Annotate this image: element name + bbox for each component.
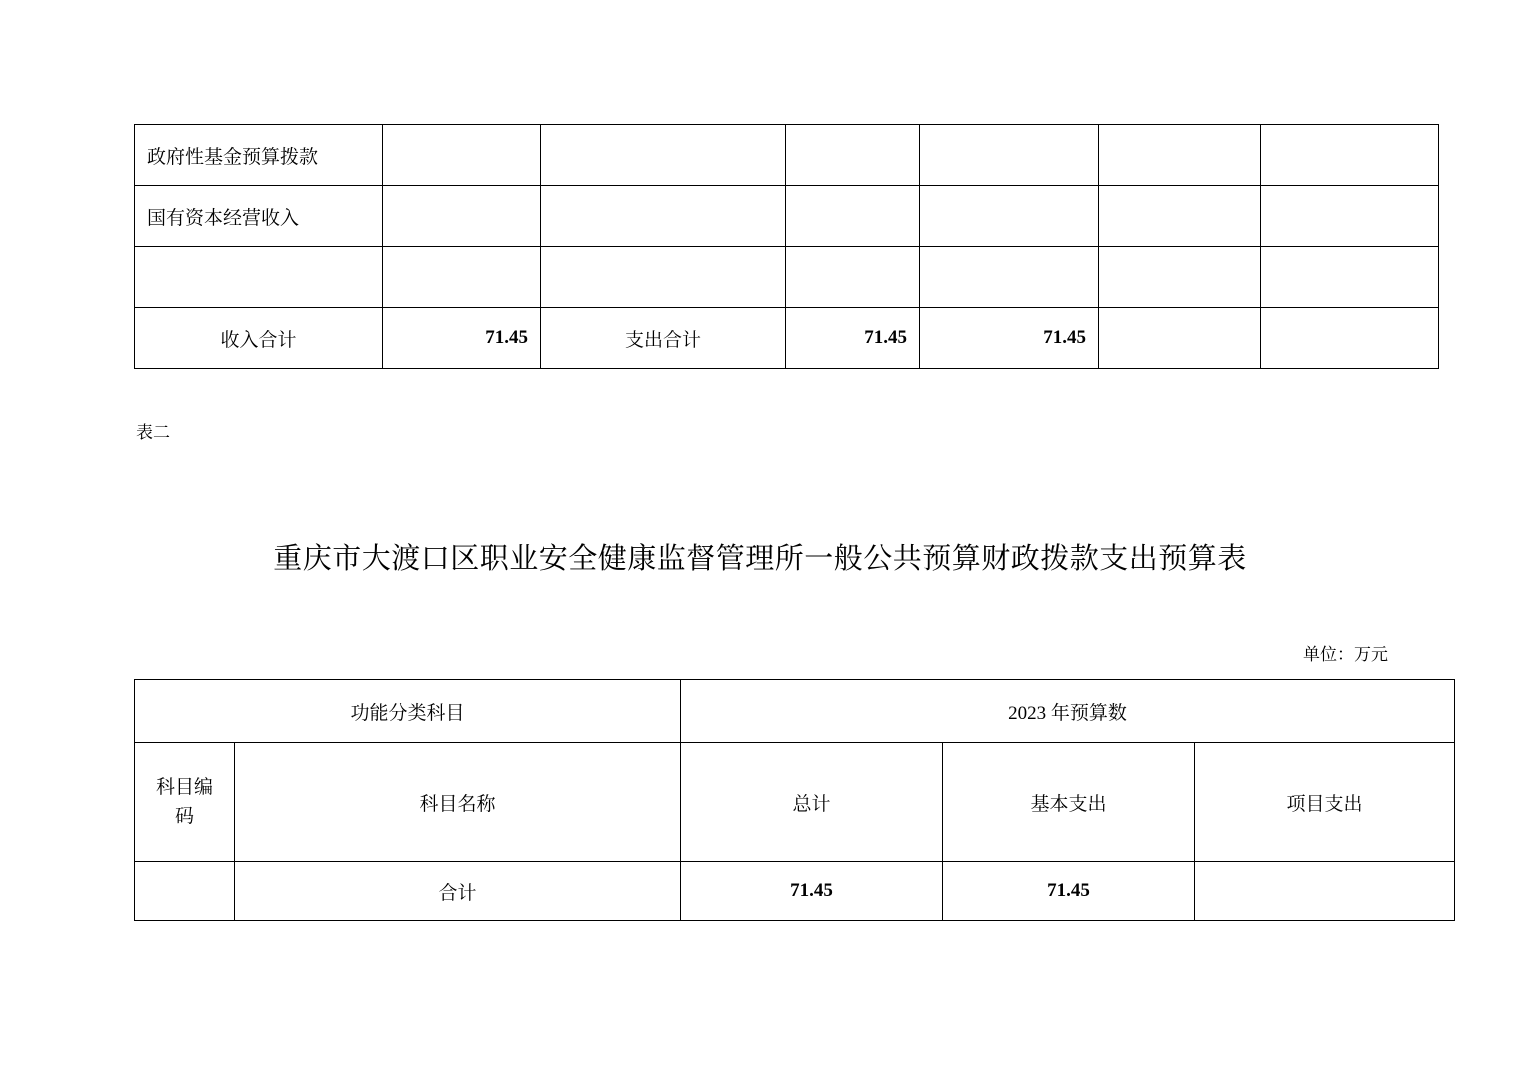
table-row [135, 186, 1439, 247]
cell-r2c4 [920, 247, 1099, 308]
cell-r1c1 [383, 186, 541, 247]
cell-r2c1 [383, 247, 541, 308]
page-title: 重庆市大渡口区职业安全健康监督管理所一般公共预算财政拨款支出预算表 [273, 543, 1247, 575]
cell-r2c0 [135, 247, 383, 308]
cell-r1c5 [1099, 186, 1261, 247]
cell-code [135, 862, 235, 921]
table-row [135, 125, 1439, 186]
table-row-total [135, 308, 1439, 369]
header-subject-code-line2: 码 [174, 806, 194, 827]
header-budget-year: 2023 年预算数 [681, 680, 1455, 743]
cell-r1c3 [786, 186, 920, 247]
cell-r0c6 [1261, 125, 1439, 186]
unit-note: 单位：万元 [1303, 645, 1388, 664]
header-subject-name: 科目名称 [235, 743, 681, 862]
cell-project [1195, 862, 1455, 921]
cell-total: 71.45 [681, 862, 943, 921]
cell-basic: 71.45 [943, 862, 1195, 921]
cell-r3c6 [1261, 308, 1439, 369]
expenditure-budget-table [134, 679, 1455, 921]
cell-r1c6 [1261, 186, 1439, 247]
cell-r0c1 [383, 125, 541, 186]
cell-name: 合计 [235, 862, 681, 921]
cell-r2c2 [541, 247, 786, 308]
cell-r2c6 [1261, 247, 1439, 308]
header-subject-code [135, 743, 235, 862]
cell-r3c3: 71.45 [786, 308, 920, 369]
cell-r2c3 [786, 247, 920, 308]
cell-r0c3 [786, 125, 920, 186]
cell-r2c5 [1099, 247, 1261, 308]
revenue-expenditure-table [134, 124, 1439, 369]
cell-r3c1: 71.45 [383, 308, 541, 369]
sheet-label: 表二 [136, 423, 170, 442]
cell-r3c2: 支出合计 [541, 308, 786, 369]
cell-r0c5 [1099, 125, 1261, 186]
cell-r0c4 [920, 125, 1099, 186]
header-project-expenditure: 项目支出 [1195, 743, 1455, 862]
header-subject-code-line1: 科目编 [155, 776, 213, 798]
cell-r1c4 [920, 186, 1099, 247]
cell-r0c2 [541, 125, 786, 186]
header-total: 总计 [681, 743, 943, 862]
table-row [135, 247, 1439, 308]
header-function-category: 功能分类科目 [135, 680, 681, 743]
cell-r3c0: 收入合计 [135, 308, 383, 369]
cell-r0c0: 政府性基金预算拨款 [135, 125, 383, 186]
cell-r3c4: 71.45 [920, 308, 1099, 369]
table-row-total [135, 862, 1455, 921]
table-column-header-row [135, 743, 1455, 862]
cell-r1c2 [541, 186, 786, 247]
header-basic-expenditure: 基本支出 [943, 743, 1195, 862]
table-group-header-row [135, 680, 1455, 743]
cell-r3c5 [1099, 308, 1261, 369]
cell-r1c0: 国有资本经营收入 [135, 186, 383, 247]
